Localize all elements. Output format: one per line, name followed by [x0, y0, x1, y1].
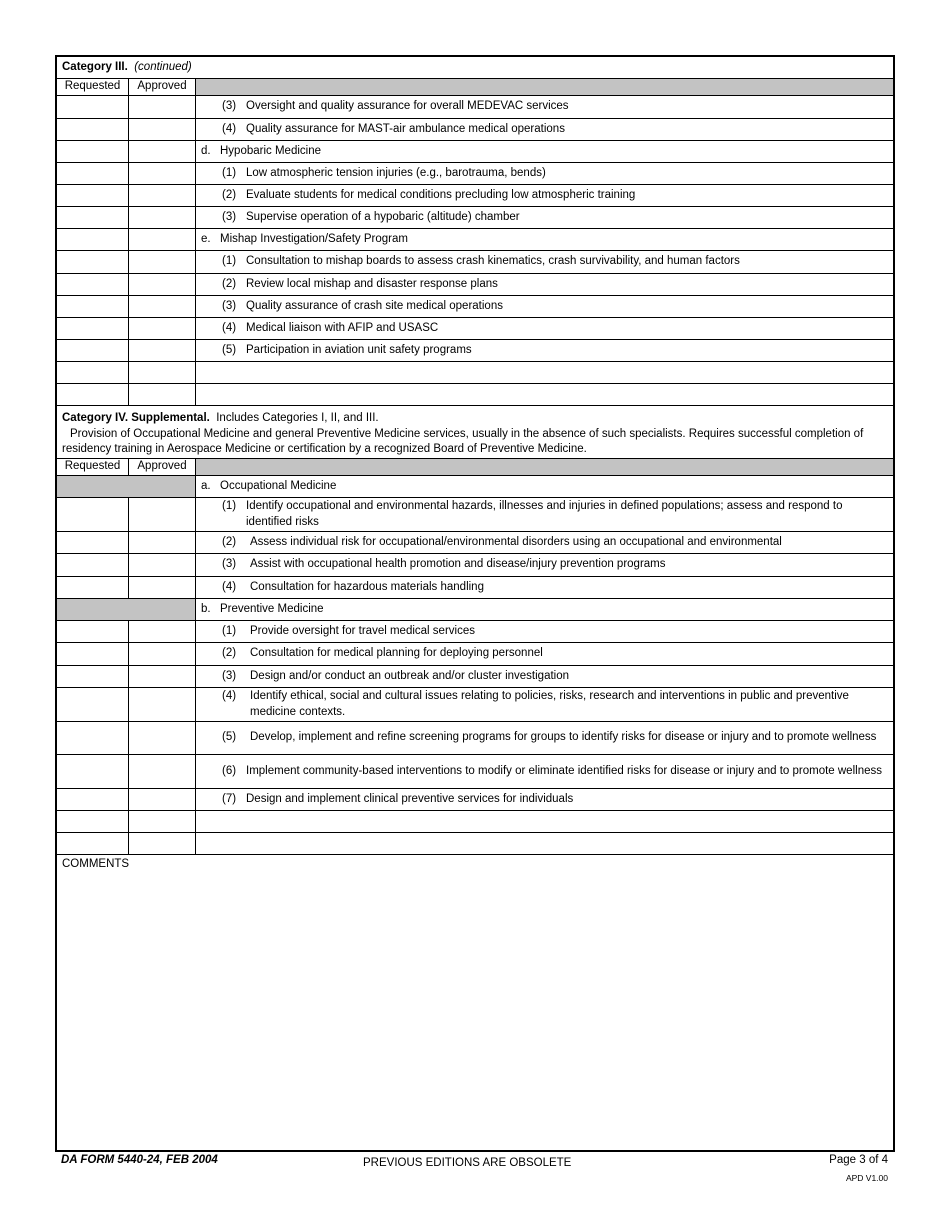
item-text	[196, 210, 520, 226]
item-description-cell	[196, 476, 893, 497]
item-text	[196, 499, 885, 530]
item-description-cell	[196, 811, 893, 832]
item-label: Develop, implement and refine screening programs for groups to identify risks for disease or injury and to promote wellness	[250, 731, 877, 744]
approved-checkbox-cell[interactable]	[129, 141, 196, 162]
table-row	[57, 498, 893, 532]
item-description-cell	[196, 755, 893, 788]
approved-checkbox-cell[interactable]	[129, 621, 196, 642]
item-description-cell	[196, 621, 893, 642]
item-text	[196, 99, 569, 115]
requested-checkbox-cell[interactable]	[57, 755, 129, 788]
item-description-cell	[196, 643, 893, 665]
item-text-wrap	[196, 532, 885, 553]
table-row	[57, 666, 893, 688]
item-text-wrap	[196, 554, 885, 576]
table-row	[57, 476, 893, 498]
table-row	[57, 833, 893, 855]
item-number: d.	[201, 144, 211, 157]
item-text	[196, 122, 565, 138]
approved-checkbox-cell[interactable]	[129, 755, 196, 788]
shaded-cell	[57, 599, 196, 620]
approved-checkbox-cell[interactable]	[129, 722, 196, 754]
item-text	[196, 254, 740, 270]
item-number: (1)	[222, 166, 237, 179]
item-label: Occupational Medicine	[220, 479, 337, 492]
item-text-wrap	[196, 666, 885, 687]
item-label: Preventive Medicine	[220, 602, 324, 615]
item-text-wrap	[196, 207, 885, 228]
table-row	[57, 362, 893, 384]
item-text-wrap	[196, 96, 885, 118]
item-text	[196, 646, 543, 662]
approved-checkbox-cell[interactable]	[129, 789, 196, 810]
table-row	[57, 789, 893, 811]
item-text-wrap	[196, 163, 885, 184]
item-number: (4)	[222, 321, 237, 334]
item-number: (3)	[222, 210, 237, 223]
item-text-wrap	[196, 229, 885, 250]
item-label: Mishap Investigation/Safety Program	[220, 232, 408, 245]
table-row	[57, 340, 893, 362]
comments-label: COMMENTS	[62, 858, 130, 870]
item-number: (1)	[222, 255, 237, 268]
approved-checkbox-cell[interactable]	[129, 163, 196, 184]
item-text-wrap	[196, 722, 885, 754]
item-number: e.	[201, 232, 211, 245]
table-row	[57, 599, 893, 621]
item-text	[196, 166, 546, 182]
item-label: Consultation for medical planning for deploying personnel	[250, 647, 543, 660]
item-description-cell	[196, 119, 893, 140]
approved-checkbox-cell[interactable]	[129, 96, 196, 118]
item-label: Assess individual risk for occupational/environmental disorders using an occupational and environmental	[250, 535, 782, 548]
item-text-wrap	[196, 688, 885, 721]
item-description-cell	[196, 141, 893, 162]
item-description-cell	[196, 362, 893, 383]
item-number: (2)	[222, 277, 237, 290]
item-text	[196, 792, 573, 808]
table-row	[57, 755, 893, 789]
item-text-wrap	[196, 621, 885, 642]
requested-checkbox-cell[interactable]	[57, 811, 129, 832]
table-row	[57, 207, 893, 229]
item-label: Consultation to mishap boards to assess crash kinematics, crash survivability, and human factors	[246, 255, 740, 268]
table-row	[57, 384, 893, 406]
item-text	[196, 557, 666, 573]
approved-checkbox-cell[interactable]	[129, 498, 196, 531]
item-text	[196, 321, 438, 337]
category-iii-title: Category III.	[62, 61, 128, 73]
requested-header: Requested	[57, 79, 129, 95]
requested-checkbox-cell[interactable]	[57, 340, 129, 361]
table-row	[57, 119, 893, 141]
approved-header: Approved	[129, 459, 196, 475]
requested-checkbox-cell[interactable]	[57, 229, 129, 250]
item-number: (3)	[222, 558, 237, 571]
item-text	[196, 343, 472, 359]
requested-checkbox-cell[interactable]	[57, 688, 129, 721]
item-description-cell	[196, 722, 893, 754]
item-text-wrap	[196, 296, 885, 317]
requested-checkbox-cell[interactable]	[57, 141, 129, 162]
requested-checkbox-cell[interactable]	[57, 119, 129, 140]
requested-checkbox-cell[interactable]	[57, 789, 129, 810]
requested-checkbox-cell[interactable]	[57, 318, 129, 339]
item-number: (3)	[222, 299, 237, 312]
form-identifier: DA FORM 5440-24, FEB 2004	[61, 1154, 218, 1166]
item-number: (3)	[222, 100, 237, 113]
item-label: Design and/or conduct an outbreak and/or cluster investigation	[250, 669, 570, 682]
item-text-wrap	[196, 577, 885, 598]
item-description-cell	[196, 384, 893, 405]
item-description-cell	[196, 318, 893, 339]
item-description-cell	[196, 207, 893, 228]
item-text	[196, 277, 498, 293]
item-description-cell	[196, 229, 893, 250]
approved-checkbox-cell[interactable]	[129, 384, 196, 405]
item-number: (1)	[222, 624, 237, 637]
requested-checkbox-cell[interactable]	[57, 96, 129, 118]
item-number: (1)	[222, 500, 237, 512]
approved-checkbox-cell[interactable]	[129, 554, 196, 576]
table-row	[57, 274, 893, 296]
column-header-row-iii	[57, 79, 893, 96]
item-text	[196, 299, 503, 315]
privileges-form	[55, 55, 895, 1152]
approved-checkbox-cell[interactable]	[129, 666, 196, 687]
requested-checkbox-cell[interactable]	[57, 163, 129, 184]
table-row	[57, 296, 893, 318]
approved-checkbox-cell[interactable]	[129, 577, 196, 598]
item-text	[196, 764, 882, 780]
approved-checkbox-cell[interactable]	[129, 688, 196, 721]
item-description-cell	[196, 274, 893, 295]
item-number: (3)	[222, 669, 237, 682]
requested-checkbox-cell[interactable]	[57, 666, 129, 687]
item-number: (2)	[222, 647, 237, 660]
item-text	[196, 689, 885, 720]
table-row	[57, 811, 893, 833]
page-number: Page 3 of 4	[829, 1154, 888, 1166]
item-text-wrap	[196, 274, 885, 295]
item-label: Participation in aviation unit safety programs	[246, 343, 472, 356]
requested-checkbox-cell[interactable]	[57, 251, 129, 273]
item-number: (4)	[222, 580, 237, 593]
approved-checkbox-cell[interactable]	[129, 229, 196, 250]
item-description-cell	[196, 666, 893, 687]
requested-checkbox-cell[interactable]	[57, 207, 129, 228]
approved-checkbox-cell[interactable]	[129, 207, 196, 228]
table-row	[57, 643, 893, 666]
approved-header: Approved	[129, 79, 196, 95]
header-gray-band	[196, 79, 893, 95]
item-text-wrap	[196, 789, 885, 810]
approved-checkbox-cell[interactable]	[129, 274, 196, 295]
approved-checkbox-cell[interactable]	[129, 185, 196, 206]
item-text	[196, 624, 475, 640]
item-text-wrap	[196, 318, 885, 339]
item-label: Provide oversight for travel medical services	[250, 624, 475, 637]
item-description-cell	[196, 789, 893, 810]
item-text	[196, 535, 782, 551]
table-row	[57, 185, 893, 207]
requested-checkbox-cell[interactable]	[57, 498, 129, 531]
item-number: b.	[201, 602, 211, 615]
shaded-cell	[57, 476, 196, 497]
table-row	[57, 722, 893, 755]
item-text-wrap	[196, 498, 885, 531]
approved-checkbox-cell[interactable]	[129, 532, 196, 553]
approved-checkbox-cell[interactable]	[129, 811, 196, 832]
item-text-wrap	[196, 251, 885, 273]
item-text	[196, 188, 635, 204]
item-label: Evaluate students for medical conditions precluding low atmospheric training	[246, 188, 636, 201]
approved-checkbox-cell[interactable]	[129, 643, 196, 665]
item-description-cell	[196, 96, 893, 118]
table-row	[57, 318, 893, 340]
requested-checkbox-cell[interactable]	[57, 532, 129, 553]
table-row	[57, 251, 893, 274]
item-number: (5)	[222, 343, 237, 356]
item-label: Oversight and quality assurance for overall MEDEVAC services	[246, 100, 569, 113]
requested-checkbox-cell[interactable]	[57, 621, 129, 642]
item-description-cell	[196, 340, 893, 361]
item-text	[196, 669, 569, 685]
table-row	[57, 688, 893, 722]
approved-checkbox-cell[interactable]	[129, 119, 196, 140]
item-description-cell	[196, 185, 893, 206]
form-version: APD V1.00	[845, 1173, 888, 1183]
item-description-cell	[196, 554, 893, 576]
requested-checkbox-cell[interactable]	[57, 362, 129, 383]
requested-checkbox-cell[interactable]	[57, 274, 129, 295]
comments-field[interactable]	[57, 873, 893, 1150]
item-label: Identify occupational and environmental hazards, illnesses and injuries in defined populations; assess and respond to identified risks	[246, 500, 843, 528]
item-description-cell	[196, 599, 893, 620]
category-iv-title: Category IV. Supplemental.	[62, 412, 210, 424]
requested-checkbox-cell[interactable]	[57, 185, 129, 206]
approved-checkbox-cell[interactable]	[129, 340, 196, 361]
item-text-wrap	[196, 141, 885, 162]
header-gray-band	[196, 459, 893, 475]
item-number: (2)	[222, 188, 237, 201]
table-row	[57, 141, 893, 163]
item-description-cell	[196, 163, 893, 184]
item-description-cell	[196, 532, 893, 553]
item-text-wrap	[196, 185, 885, 206]
item-description-cell	[196, 833, 893, 854]
item-text	[196, 580, 484, 596]
item-text	[196, 602, 324, 618]
obsolete-notice: PREVIOUS EDITIONS ARE OBSOLETE	[363, 1157, 572, 1169]
item-label: Identify ethical, social and cultural issues relating to policies, risks, research and interventions in public and preventive medicine contexts.	[250, 690, 849, 718]
item-text-wrap	[196, 755, 885, 788]
item-label: Hypobaric Medicine	[220, 144, 321, 157]
item-text-wrap	[196, 643, 885, 665]
approved-checkbox-cell[interactable]	[129, 362, 196, 383]
table-row	[57, 532, 893, 554]
requested-checkbox-cell[interactable]	[57, 554, 129, 576]
table-row	[57, 163, 893, 185]
item-text-wrap	[196, 119, 885, 140]
item-number: (7)	[222, 792, 237, 805]
item-text-wrap	[196, 476, 885, 497]
table-row	[57, 621, 893, 643]
item-label: Low atmospheric tension injuries (e.g., barotrauma, bends)	[246, 166, 546, 179]
requested-checkbox-cell[interactable]	[57, 384, 129, 405]
item-label: Medical liaison with AFIP and USASC	[246, 321, 439, 334]
item-description-cell	[196, 251, 893, 273]
item-label: Implement community-based interventions to modify or eliminate identified risks for disease or injury and to promote wellness	[246, 764, 882, 777]
table-row	[57, 577, 893, 599]
approved-checkbox-cell[interactable]	[129, 251, 196, 273]
item-label: Quality assurance for MAST-air ambulance medical operations	[246, 122, 565, 135]
column-header-row-iv	[57, 459, 893, 476]
requested-checkbox-cell[interactable]	[57, 643, 129, 665]
table-row	[57, 229, 893, 251]
approved-checkbox-cell[interactable]	[129, 296, 196, 317]
requested-header: Requested	[57, 459, 129, 475]
requested-checkbox-cell[interactable]	[57, 722, 129, 754]
item-number: (2)	[222, 535, 237, 548]
item-number: a.	[201, 479, 211, 492]
requested-checkbox-cell[interactable]	[57, 296, 129, 317]
item-label: Review local mishap and disaster response plans	[246, 277, 498, 290]
category-iii-header	[57, 57, 893, 79]
table-row	[57, 554, 893, 577]
item-label: Quality assurance of crash site medical operations	[246, 299, 503, 312]
item-text	[196, 479, 336, 495]
category-iii-continued: (continued)	[134, 61, 192, 73]
item-label: Design and implement clinical preventive services for individuals	[246, 792, 574, 805]
category-iv-description: Provision of Occupational Medicine and general Preventive Medicine services, usually in the absence of such specialists. Requires successful completion of residency training in Aerospace Medicine or certification by a recognized Board of Preventive Medicine.	[62, 427, 864, 455]
approved-checkbox-cell[interactable]	[129, 318, 196, 339]
item-number: (4)	[222, 690, 237, 702]
item-description-cell	[196, 577, 893, 598]
item-description-cell	[196, 688, 893, 721]
approved-checkbox-cell[interactable]	[129, 833, 196, 854]
item-description-cell	[196, 498, 893, 531]
table-row	[57, 96, 893, 119]
item-text-wrap	[196, 340, 885, 361]
item-label: Supervise operation of a hypobaric (altitude) chamber	[246, 210, 520, 223]
item-description-cell	[196, 296, 893, 317]
category-iv-includes: Includes Categories I, II, and III.	[216, 412, 379, 424]
item-number: (4)	[222, 122, 237, 135]
item-text	[196, 144, 321, 160]
item-number: (6)	[222, 764, 237, 777]
item-number: (5)	[222, 731, 237, 744]
category-iv-header	[57, 409, 893, 459]
item-text	[196, 232, 408, 248]
item-text	[196, 730, 876, 746]
item-label: Consultation for hazardous materials handling	[250, 580, 484, 593]
item-label: Assist with occupational health promotion and disease/injury prevention programs	[250, 558, 666, 571]
requested-checkbox-cell[interactable]	[57, 833, 129, 854]
item-text-wrap	[196, 599, 885, 620]
requested-checkbox-cell[interactable]	[57, 577, 129, 598]
